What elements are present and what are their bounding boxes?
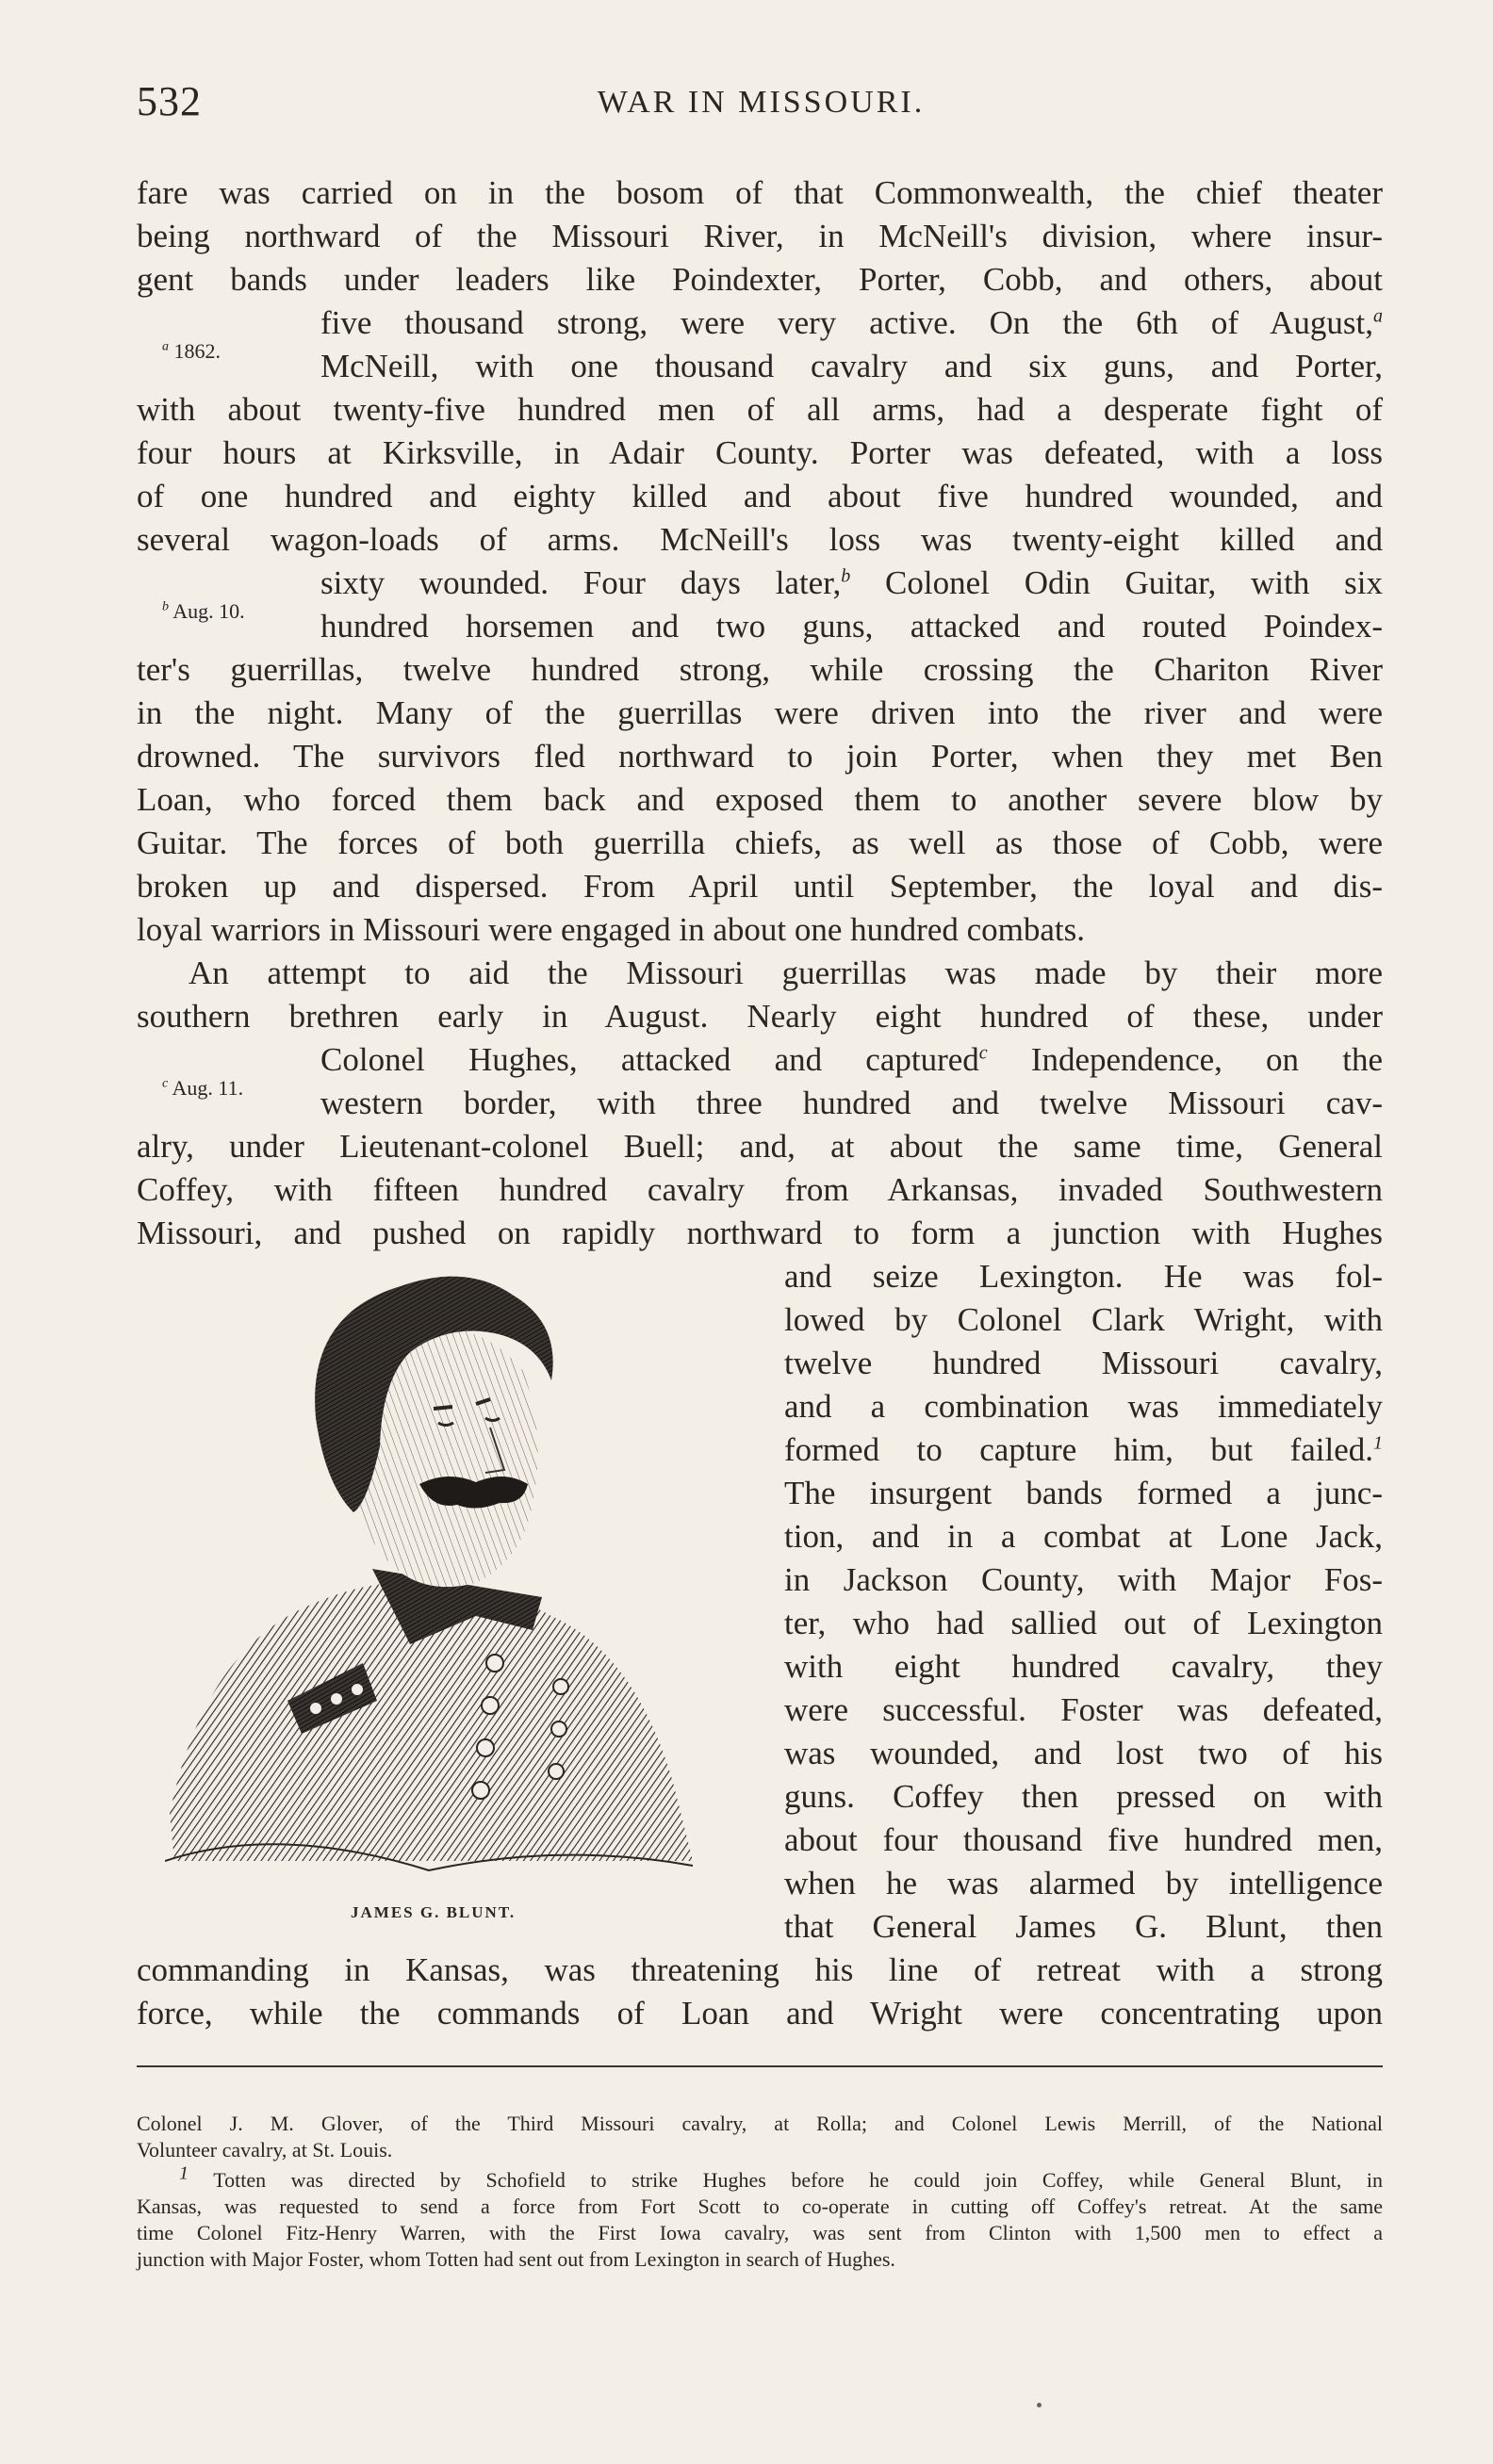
text-line: about four thousand five hundred men, — [784, 1821, 1383, 1858]
text-line: McNeill, with one thousand cavalry and six guns, and Porter, — [320, 348, 1383, 384]
text-line: force, while the commands of Loan and Wright were concentrating upon — [137, 1995, 1383, 2032]
portrait-caption: JAMES G. BLUNT. — [351, 1903, 517, 1921]
footnote-marker: b — [841, 565, 851, 587]
footnote-line: time Colonel Fitz-Henry Warren, with the First Iowa cavalry, was sent from Clinton with 1,500 men to effect a — [137, 2221, 1383, 2244]
text-line: Guitar. The forces of both guerrilla chiefs, as well as those of Cobb, were — [137, 824, 1383, 861]
text-line: southern brethren early in August. Nearly eight hundred of these, under — [137, 998, 1383, 1035]
text-line: fare was carried on in the bosom of that Commonwealth, the chief theater — [137, 174, 1383, 211]
text-line: tion, and in a combat at Lone Jack, — [784, 1518, 1383, 1555]
text-line: alry, under Lieutenant-colonel Buell; and, at about the same time, General — [137, 1128, 1383, 1165]
text-line: in Jackson County, with Major Fos- — [784, 1561, 1383, 1598]
text-line: ter's guerrillas, twelve hundred strong, while crossing the Chariton River — [137, 651, 1383, 688]
footnote-line: Colonel J. M. Glover, of the Third Missouri cavalry, at Rolla; and Colonel Lewis Merrill, of the National — [137, 2112, 1383, 2135]
text-line: and a combination was immediately — [784, 1388, 1383, 1425]
text-line: with eight hundred cavalry, they — [784, 1648, 1383, 1685]
margin-note: $^c$ Aug. 11. — [162, 1076, 244, 1100]
text-line: Loan, who forced them back and exposed them to another severe blow by — [137, 781, 1383, 818]
page-number: 532 — [137, 78, 202, 124]
text-line: drowned. The survivors fled northward to join Porter, when they met Ben — [137, 738, 1383, 775]
text-line: gent bands under leaders like Poindexter, Porter, Cobb, and others, about — [137, 261, 1383, 298]
text-line: The insurgent bands formed a junc- — [784, 1475, 1383, 1511]
text-line: four hours at Kirksville, in Adair County. Porter was defeated, with a loss — [137, 434, 1383, 471]
text-line: loyal warriors in Missouri were engaged in about one hundred combats. — [137, 911, 1085, 948]
footnote-marker: c — [978, 1042, 988, 1064]
text-line: were successful. Foster was defeated, — [784, 1691, 1383, 1728]
footnote-line: Volunteer cavalry, at St. Louis. — [137, 2138, 393, 2162]
footnote-line: Kansas, was requested to send a force from Fort Scott to co-operate in cutting off Coffey's retreat. At the same — [137, 2195, 1383, 2218]
text-line: five thousand strong, were very active. On the 6th of August,$^a$ — [320, 304, 1383, 341]
text-line: Missouri, and pushed on rapidly northward to form a junction with Hughes — [137, 1215, 1383, 1251]
portrait-engraving — [165, 1258, 702, 1889]
text-line: when he was alarmed by intelligence — [784, 1865, 1383, 1901]
text-line: formed to capture him, but failed.$^1$ — [784, 1431, 1383, 1468]
text-line: lowed by Colonel Clark Wright, with — [784, 1301, 1383, 1338]
footnote-rule — [137, 2065, 1383, 2067]
text-line: western border, with three hundred and twelve Missouri cav- — [320, 1085, 1383, 1121]
margin-note: $^a$ 1862. — [162, 339, 221, 363]
text-line: An attempt to aid the Missouri guerrillas was made by their more — [189, 955, 1383, 991]
footnote-line: 1 Totten was directed by Schofield to strike Hughes before he could join Coffey, while General Blunt, in — [179, 2162, 1383, 2192]
page-header — [137, 77, 1386, 134]
running-title: WAR IN MISSOURI. — [597, 85, 926, 120]
text-line: commanding in Kansas, was threatening his line of retreat with a strong — [137, 1951, 1383, 1988]
text-line: with about twenty-five hundred men of all arms, had a desperate fight of — [137, 391, 1383, 428]
text-line: broken up and dispersed. From April until September, the loyal and dis- — [137, 868, 1383, 905]
text-line: was wounded, and lost two of his — [784, 1735, 1383, 1771]
text-line: sixty wounded. Four days later,$^b$ Colonel Odin Guitar, with six — [320, 564, 1383, 601]
text-line: Colonel Hughes, attacked and captured$^c$ Independence, on the — [320, 1041, 1383, 1078]
footnote-number: 1 — [179, 2162, 189, 2184]
text-line: and seize Lexington. He was fol- — [784, 1258, 1383, 1295]
text-line: being northward of the Missouri River, in McNeill's division, where insur- — [137, 218, 1383, 254]
margin-note: $^b$ Aug. 10. — [162, 599, 245, 623]
text-line: ter, who had sallied out of Lexington — [784, 1605, 1383, 1641]
text-line: hundred horsemen and two guns, attacked and routed Poindex- — [320, 608, 1383, 645]
text-line: of one hundred and eighty killed and about five hundred wounded, and — [137, 478, 1383, 514]
text-line: in the night. Many of the guerrillas were driven into the river and were — [137, 694, 1383, 731]
text-line: several wagon-loads of arms. McNeill's loss was twenty-eight killed and — [137, 521, 1383, 558]
text-line: twelve hundred Missouri cavalry, — [784, 1345, 1383, 1381]
text-line: Coffey, with fifteen hundred cavalry from Arkansas, invaded Southwestern — [137, 1171, 1383, 1208]
ink-speck — [1037, 2403, 1042, 2407]
footnote-marker: 1 — [1373, 1432, 1383, 1454]
footnote-marker: a — [1373, 305, 1383, 327]
footnote-line: junction with Major Foster, whom Totten had sent out from Lexington in search of Hughes. — [137, 2247, 895, 2271]
text-line: guns. Coffey then pressed on with — [784, 1778, 1383, 1815]
text-line: that General James G. Blunt, then — [784, 1908, 1383, 1945]
